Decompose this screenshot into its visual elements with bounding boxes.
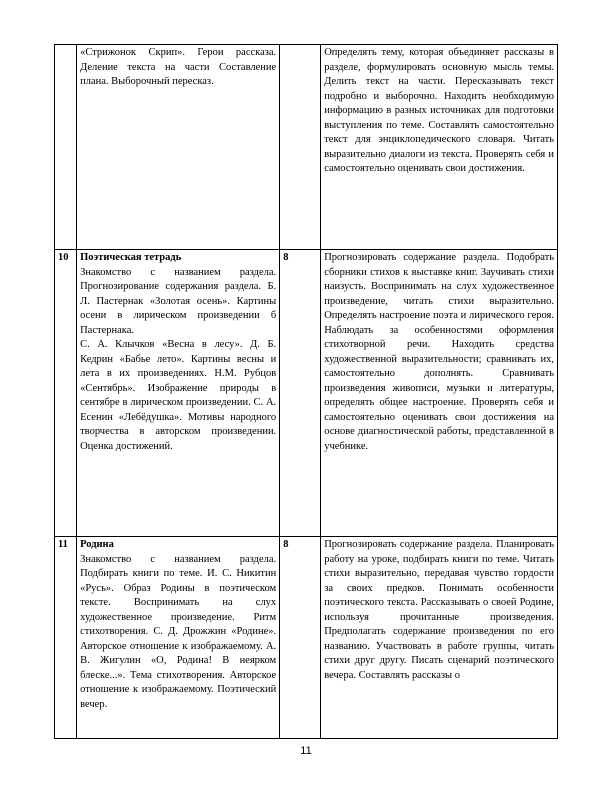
row-number-cell [55,45,77,250]
section-title: Поэтическая тетрадь [80,252,182,263]
section-title: Родина [80,539,114,550]
hours-cell: 8 [280,250,321,537]
topic-cell [77,537,280,739]
topic-cell [77,250,280,537]
topic-paragraph: Знакомство с названием раздела. Подбирать книги по теме. И. С. Никитин «Русь». Образ Родины в поэтическом тексте. Воспринимать на слух художественное произведение. Ритм стихотворения. С. Д. Дрожжин «Родине». Авторское отношение к изображаемому. А. В. Жигулин «О, Родина! В неярком блеске...». Тема стихотворения. Авторское отношение к изображаемому. Поэтический вечер. [80,553,277,710]
curriculum-table [54,44,558,739]
table-row [55,537,558,739]
page-number: 11 [300,745,312,757]
hours-cell: 8 [280,537,321,739]
row-number-cell: 10 [55,250,77,537]
activities-cell: Прогнозировать содержание раздела. Планировать работу на уроке, подбирать книги по теме. Читать стихи выразительно, передавая чувство гордости за своих предков. Понимать особенности поэтического текста. Рассказывать о своей Родине, используя прочитанные произведения. Предполагать содержание произведения по его названию. Участвовать в работе группы, читать стихи друг другу. Писать сценарий поэтического вечера. Составлять рассказы о [321,537,558,739]
topic-paragraph: «Стрижонок Скрип». Герои рассказа. Деление текста на части Составление плана. Выборочный пересказ. [80,47,277,87]
table-row [55,45,558,250]
activities-cell: Прогнозировать содержание раздела. Подобрать сборники стихов к выставке книг. Заучивать стихи наизусть. Воспринимать на слух художественное произведение, читать стихи выразительно. Определять настроение поэта и лирического героя. Наблюдать за особенностями оформления стихотворной речи. Находить средства художественной выразительности; сравнивать их, самостоятельно дополнять. Сравнивать произведения живописи, музыки и литературы, определять общее настроение. Проверять себя и самостоятельно оценивать свои достижения на основе диагностической работы, представленной в учебнике. [321,250,558,537]
row-number-cell: 11 [55,537,77,739]
table-row [55,250,558,537]
hours-cell [280,45,321,250]
activities-cell: Определять тему, которая объединяет рассказы в разделе, формулировать основную мысль темы. Делить текст на части. Пересказывать текст подробно и выборочно. Находить необходимую информацию в разных источниках для подготовки выступления по теме. Составлять самостоятельно текст для энциклопедического словаря. Читать выразительно диалоги из текста. Проверять себя и самостоятельно оценивать свои достижения. [321,45,558,250]
topic-paragraph: С. А. Клычков «Весна в лесу». Д. Б. Кедрин «Бабье лето». Картины весны и лета в их произведениях. Н.М. Рубцов «Сентябрь». Изображение природы в сентябре в лирическом произведении. С. А. Есенин «Лебёдушка». Мотивы народного творчества в авторском произведении. Оценка достижений. [80,339,277,452]
topic-cell [77,45,280,250]
topic-paragraph: Знакомство с названием раздела. Прогнозирование содержания раздела. Б. Л. Пастернак «Золотая осень». Картины осени в лирическом произведении б Пастернака. [80,266,277,336]
